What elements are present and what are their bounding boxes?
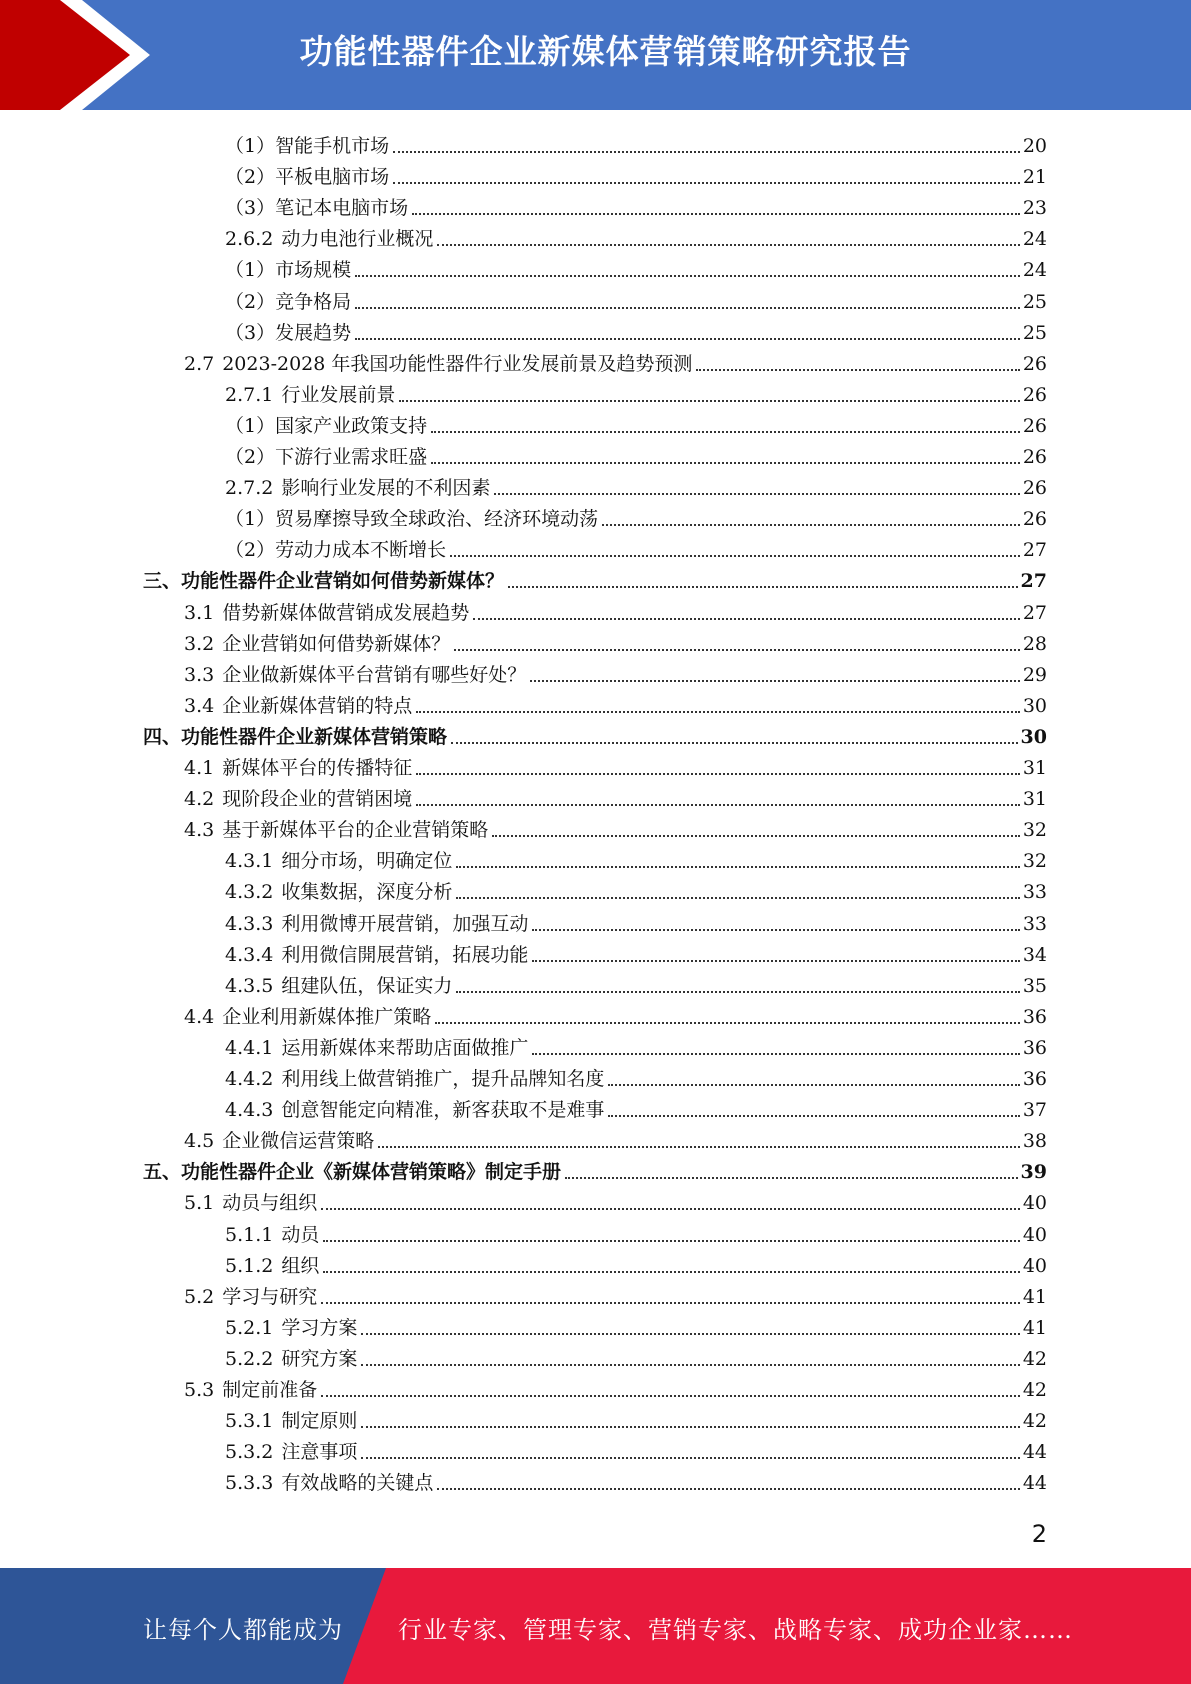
toc-entry[interactable]: [225, 1464, 1047, 1495]
toc-entry-page: 27: [1022, 539, 1047, 562]
page-number: 2: [1031, 1520, 1047, 1548]
toc-entry[interactable]: [225, 1340, 1047, 1371]
toc-entry[interactable]: [225, 1433, 1047, 1464]
toc-entry[interactable]: [184, 1184, 1047, 1215]
toc-entry[interactable]: [184, 656, 1047, 687]
toc-entry[interactable]: [143, 562, 1047, 593]
toc-entry[interactable]: [225, 1029, 1047, 1060]
toc-leader-dots: [361, 1363, 1019, 1366]
toc-entry-title: 收集数据，深度分析: [281, 881, 453, 904]
toc-entry-number: 2.7.1: [225, 383, 274, 406]
toc-entry-number: （2）: [225, 290, 276, 313]
toc-entry-page: 25: [1022, 290, 1047, 313]
toc-leader-dots: [451, 741, 1018, 744]
toc-entry-title: 有效战略的关键点: [281, 1472, 434, 1495]
toc-entry[interactable]: [225, 283, 1047, 314]
toc-leader-dots: [450, 554, 1020, 557]
toc-entry-title: 组织: [281, 1254, 320, 1277]
toc-entry-number: 4.4.3: [225, 1099, 274, 1122]
toc-entry-number: 2.6.2: [225, 228, 274, 251]
toc-entry[interactable]: [225, 438, 1047, 469]
toc-leader-dots: [456, 865, 1019, 868]
toc-leader-dots: [508, 585, 1018, 588]
toc-entry-title: 竞争格局: [275, 290, 352, 313]
toc-entry-page: 44: [1022, 1441, 1047, 1464]
toc-entry[interactable]: [184, 780, 1047, 811]
toc-entry-number: （2）: [225, 446, 276, 468]
toc-leader-dots: [530, 679, 1020, 682]
toc-entry-page: 32: [1022, 819, 1047, 842]
toc-entry-page: 26: [1022, 508, 1047, 531]
toc-leader-dots: [378, 1145, 1020, 1148]
toc-entry-page: 31: [1022, 788, 1047, 811]
report-title: 功能性器件企业新媒体营销策略研究报告: [299, 32, 912, 71]
toc-entry[interactable]: [225, 1309, 1047, 1340]
toc-leader-dots: [494, 492, 1019, 495]
toc-entry-page: 41: [1022, 1285, 1047, 1308]
toc-entry-title: 贸易摩擦导致全球政治、经济环境动荡: [275, 508, 599, 531]
toc-entry-number: 5.3.1: [225, 1410, 274, 1433]
toc-entry[interactable]: [184, 625, 1047, 656]
toc-leader-dots: [602, 523, 1020, 526]
toc-entry-page: 36: [1022, 1068, 1047, 1090]
toc-leader-dots: [473, 617, 1020, 620]
toc-leader-dots: [416, 710, 1020, 713]
toc-entry-page: 24: [1022, 259, 1047, 282]
toc-entry-title: 细分市场，明确定位: [281, 850, 453, 873]
toc-entry-page: 26: [1022, 383, 1047, 406]
toc-entry-number: （1）: [225, 135, 276, 157]
toc-entry-title: 制定原则: [281, 1410, 358, 1433]
toc-entry-title: 运用新媒体来帮助店面做推广: [281, 1036, 529, 1059]
toc-entry-title: 注意事项: [281, 1441, 358, 1464]
toc-entry-title: 国家产业政策支持: [275, 414, 428, 437]
toc-entry-title: 企业利用新媒体推广策略: [222, 1005, 432, 1028]
toc-entry-page: 40: [1022, 1254, 1047, 1277]
toc-entry[interactable]: [184, 687, 1047, 718]
toc-entry-number: 5.2.1: [225, 1316, 274, 1339]
toc-leader-dots: [355, 306, 1020, 309]
toc-entry-title: 基于新媒体平台的企业营销策略: [222, 819, 489, 842]
toc-entry-page: 35: [1022, 974, 1047, 997]
toc-entry-number: 4.4.1: [225, 1036, 274, 1059]
toc-entry-title: 智能手机市场: [275, 135, 390, 157]
toc-entry[interactable]: [184, 1122, 1047, 1153]
toc-entry-number: 5.3.2: [225, 1441, 274, 1464]
toc-leader-dots: [608, 1114, 1019, 1117]
toc-entry-title: 平板电脑市场: [275, 166, 390, 189]
toc-leader-dots: [361, 1456, 1019, 1459]
footer-tagline: 行业专家、管理专家、营销专家、战略专家、成功企业家……: [398, 1616, 1073, 1644]
toc-entry-page: 25: [1022, 321, 1047, 344]
toc-entry-number: 4.3.3: [225, 912, 274, 935]
toc-leader-dots: [416, 772, 1020, 775]
toc-entry[interactable]: [184, 998, 1047, 1029]
toc-entry-page: 33: [1022, 881, 1047, 904]
toc-entry-title: 企业营销如何借势新媒体？: [222, 632, 451, 655]
footer-slogan: 让每个人都能成为: [143, 1616, 343, 1644]
toc-entry[interactable]: [184, 749, 1047, 780]
toc-entry[interactable]: [225, 407, 1047, 438]
toc-entry-number: 4.4: [184, 1005, 215, 1028]
toc-entry-number: 5.2: [184, 1285, 215, 1308]
toc-entry-number: 4.3.1: [225, 850, 274, 873]
toc-leader-dots: [456, 990, 1019, 993]
toc-entry-number: 5.3.3: [225, 1472, 274, 1495]
toc-leader-dots: [437, 1487, 1019, 1490]
toc-entry[interactable]: [225, 500, 1047, 531]
toc-entry-page: 30: [1022, 694, 1047, 717]
toc-entry-title: 动员与组织: [222, 1192, 318, 1215]
toc-leader-dots: [361, 1425, 1019, 1428]
toc-entry-title: 发展趋势: [275, 321, 352, 344]
toc-entry-page: 20: [1022, 135, 1047, 157]
page-header: [0, 0, 1191, 110]
toc-entry-number: 2.7: [184, 352, 215, 375]
toc-entry-number: 5.3: [184, 1379, 215, 1401]
toc-entry[interactable]: [225, 1091, 1047, 1122]
toc-entry-number: 4.5: [184, 1130, 215, 1153]
toc-entry-page: 24: [1022, 228, 1047, 251]
toc-entry[interactable]: [184, 594, 1047, 625]
toc-entry-number: （3）: [225, 321, 276, 344]
toc-entry-title: 劳动力成本不断增长: [275, 539, 447, 562]
toc-entry-page: 33: [1022, 912, 1047, 935]
toc-leader-dots: [323, 1270, 1019, 1273]
toc-entry-title: 制定前准备: [222, 1379, 318, 1401]
toc-entry-title: 下游行业需求旺盛: [275, 446, 428, 468]
toc-entry-page: 26: [1022, 352, 1047, 375]
toc-entry[interactable]: [225, 1216, 1047, 1247]
toc-entry-page: 44: [1022, 1472, 1047, 1495]
toc-entry-number: 3.4: [184, 694, 215, 717]
toc-entry-number: 2.7.2: [225, 477, 274, 500]
toc-entry-page: 42: [1022, 1347, 1047, 1370]
toc-entry-page: 38: [1022, 1130, 1047, 1153]
toc-entry-page: 40: [1022, 1192, 1047, 1215]
toc-leader-dots: [355, 274, 1020, 277]
toc-entry-title: 借势新媒体做营销成发展趋势: [222, 601, 470, 624]
toc-entry-title: 组建队伍，保证实力: [281, 974, 453, 997]
toc-entry-page: 36: [1022, 1036, 1047, 1059]
toc-entry-title: 功能性器件企业营销如何借势新媒体？: [181, 570, 505, 593]
toc-leader-dots: [608, 1083, 1019, 1086]
toc-entry-page: 21: [1022, 166, 1047, 189]
toc-leader-dots: [321, 1301, 1020, 1304]
toc-entry[interactable]: [143, 718, 1047, 749]
toc-entry-number: 4.3.5: [225, 974, 274, 997]
toc-entry-title: 现阶段企业的营销困境: [222, 788, 413, 811]
toc-entry-page: 42: [1022, 1410, 1047, 1433]
toc-entry-title: 功能性器件企业新媒体营销策略: [181, 725, 448, 748]
toc-leader-dots: [361, 1332, 1019, 1335]
toc-entry[interactable]: [143, 1153, 1047, 1184]
toc-leader-dots: [532, 928, 1019, 931]
toc-entry-number: 五、: [143, 1161, 182, 1184]
toc-entry-title: 利用线上做营销推广，提升品牌知名度: [281, 1068, 605, 1090]
toc-entry[interactable]: [225, 873, 1047, 904]
toc-leader-dots: [355, 337, 1020, 340]
toc-entry-page: 23: [1022, 197, 1047, 220]
toc-entry-title: 利用微信開展营销，拓展功能: [281, 943, 529, 966]
toc-entry-number: 4.2: [184, 788, 215, 811]
toc-entry-page: 28: [1022, 632, 1047, 655]
toc-entry-page: 32: [1022, 850, 1047, 873]
toc-entry-number: （1）: [225, 259, 276, 282]
toc-entry[interactable]: [225, 905, 1047, 936]
toc-entry-page: 42: [1022, 1379, 1047, 1401]
toc-entry-page: 27: [1022, 601, 1047, 624]
toc-entry[interactable]: [225, 220, 1047, 251]
toc-entry-number: 5.2.2: [225, 1347, 274, 1370]
toc-leader-dots: [435, 1021, 1020, 1024]
toc-entry[interactable]: [225, 189, 1047, 220]
toc-entry-number: 四、: [143, 725, 182, 748]
toc-entry[interactable]: [225, 531, 1047, 562]
toc-entry[interactable]: [184, 811, 1047, 842]
toc-leader-dots: [565, 1176, 1018, 1179]
toc-entry[interactable]: [184, 345, 1047, 376]
toc-entry-number: （2）: [225, 539, 276, 562]
page-footer: [0, 1568, 1191, 1684]
toc-entry-title: 企业新媒体营销的特点: [222, 694, 413, 717]
toc-entry-number: 4.4.2: [225, 1068, 274, 1090]
toc-leader-dots: [431, 461, 1020, 464]
toc-entry-page: 31: [1022, 757, 1047, 779]
toc-entry-title: 学习与研究: [222, 1285, 318, 1308]
toc-entry-title: 笔记本电脑市场: [275, 197, 409, 220]
toc-entry[interactable]: [184, 1371, 1047, 1402]
toc-entry-title: 动员: [281, 1223, 320, 1246]
toc-entry-page: 26: [1022, 414, 1047, 437]
toc-entry[interactable]: [225, 251, 1047, 282]
toc-entry-title: 2023-2028 年我国功能性器件行业发展前景及趋势预测: [222, 352, 693, 375]
toc-entry-title: 影响行业发展的不利因素: [281, 477, 491, 500]
toc-entry-number: 5.1.2: [225, 1254, 274, 1277]
toc-leader-dots: [321, 1394, 1020, 1397]
toc-entry-title: 新媒体平台的传播特征: [222, 757, 413, 779]
toc-entry-page: 34: [1022, 943, 1047, 966]
toc-entry[interactable]: [225, 1247, 1047, 1278]
toc-entry[interactable]: [225, 127, 1047, 158]
toc-leader-dots: [437, 243, 1019, 246]
toc-entry-title: 利用微博开展营销，加强互动: [281, 912, 529, 935]
toc-entry-number: 4.1: [184, 757, 215, 779]
toc-entry-title: 学习方案: [281, 1316, 358, 1339]
toc-leader-dots: [393, 181, 1020, 184]
toc-entry-page: 29: [1022, 663, 1047, 686]
toc-entry-number: 3.3: [184, 663, 215, 686]
toc-entry-title: 市场规模: [275, 259, 352, 282]
toc-entry-number: （1）: [225, 414, 276, 437]
toc-entry-number: 5.1: [184, 1192, 215, 1215]
toc-entry-title: 创意智能定向精准，新客获取不是难事: [281, 1099, 605, 1122]
toc-entry-title: 研究方案: [281, 1347, 358, 1370]
toc-entry[interactable]: [225, 158, 1047, 189]
toc-entry-title: 动力电池行业概况: [281, 228, 434, 251]
toc-entry[interactable]: [225, 1402, 1047, 1433]
toc-entry[interactable]: [225, 1060, 1047, 1091]
toc-leader-dots: [321, 1207, 1020, 1210]
toc-entry-page: 36: [1022, 1005, 1047, 1028]
toc-entry-title: 企业做新媒体平台营销有哪些好处？: [222, 663, 527, 686]
toc-entry-page: 41: [1022, 1316, 1047, 1339]
toc-leader-dots: [393, 150, 1020, 153]
toc-entry-page: 30: [1020, 725, 1047, 748]
toc-leader-dots: [412, 212, 1020, 215]
toc-entry-page: 27: [1020, 570, 1047, 593]
toc-entry-number: 三、: [143, 570, 182, 593]
toc-entry[interactable]: [184, 1278, 1047, 1309]
toc-entry[interactable]: [225, 936, 1047, 967]
toc-leader-dots: [454, 648, 1020, 651]
toc-leader-dots: [532, 959, 1019, 962]
toc-leader-dots: [323, 1239, 1019, 1242]
toc-entry-page: 26: [1022, 477, 1047, 500]
toc-entry-number: 3.2: [184, 632, 215, 655]
toc-leader-dots: [399, 399, 1019, 402]
toc-leader-dots: [532, 1052, 1019, 1055]
toc-entry-number: （3）: [225, 197, 276, 220]
toc-entry-number: 3.1: [184, 601, 215, 624]
toc-entry-title: 功能性器件企业《新媒体营销策略》制定手册: [181, 1161, 562, 1184]
toc-entry-page: 26: [1022, 446, 1047, 468]
toc-entry-title: 行业发展前景: [281, 383, 396, 406]
toc-entry-number: 4.3.2: [225, 881, 274, 904]
toc-entry[interactable]: [225, 314, 1047, 345]
toc-entry-number: 5.1.1: [225, 1223, 274, 1246]
toc-leader-dots: [416, 803, 1020, 806]
toc-entry[interactable]: [225, 376, 1047, 407]
toc-leader-dots: [696, 368, 1019, 371]
toc-entry-number: （1）: [225, 508, 276, 531]
toc-entry-page: 40: [1022, 1223, 1047, 1246]
toc-entry-page: 37: [1022, 1099, 1047, 1122]
toc-entry[interactable]: [225, 967, 1047, 998]
toc-leader-dots: [431, 430, 1020, 433]
toc-entry-number: 4.3: [184, 819, 215, 842]
toc-entry-number: （2）: [225, 166, 276, 189]
toc-leader-dots: [456, 896, 1019, 899]
toc-entry-number: 4.3.4: [225, 943, 274, 966]
toc-entry[interactable]: [225, 469, 1047, 500]
toc-leader-dots: [492, 834, 1020, 837]
toc-entry-page: 39: [1020, 1161, 1047, 1184]
toc-entry-title: 企业微信运营策略: [222, 1130, 375, 1153]
toc-entry[interactable]: [225, 842, 1047, 873]
